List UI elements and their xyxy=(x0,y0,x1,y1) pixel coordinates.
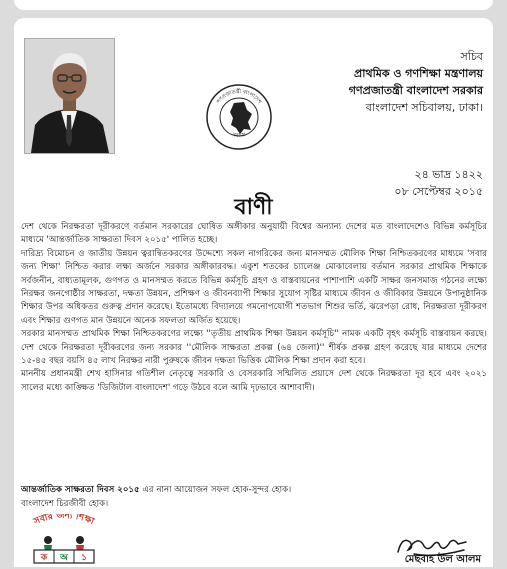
paragraph: দেশ থেকে নিরক্ষরতা দূরীকরণে বর্তমান সরকারের ঘোষিত অঙ্গীকার অনুযায়ী বিশ্বের অন্যান্য দেশের মত বাংলাদেশেও বিভিন্ন কর্মসূচির মাধ্যমে 'আন্তর্জাতিক সাক্ষরতা দিবস ২০১৫' পালিত হচ্ছে। xyxy=(21,222,487,246)
gregorian-date: ০৮ সেপ্টেম্বর ২০১৫ xyxy=(394,185,483,198)
previous-card-edge xyxy=(14,0,493,10)
education-for-all-logo xyxy=(18,514,110,564)
paragraph: সরকার মানসম্মত প্রাথমিক শিক্ষা নিশ্চিতকরণের লক্ষ্যে ''তৃতীয় প্রাথমিক শিক্ষা উন্নয়ন কর্মসূচি'' নামক একটি বৃহৎ কর্মসূচি বাস্তবায়ন করছে। দেশ থেকে নিরক্ষরতা দূরীকরণের জন্য সরকার ''মৌলিক সাক্ষরতা প্রকল্প (৬৪ জেলা)'' শীর্ষক প্রকল্প গ্রহণ করেছে যার মাধ্যমে দেশের ১৫-৪৫ বছর বয়সি ৪৫ লাখ নিরক্ষর নারী পুরুষকে জীবন দক্ষতা ভিত্তিক মৌলিক শিক্ষা প্রদান করা হবে। xyxy=(21,329,487,367)
seal-text-top: গণপ্রজাতন্ত্রী বাংলাদেশ xyxy=(215,88,263,105)
government-seal xyxy=(206,84,272,150)
portrait-photo xyxy=(24,38,115,154)
message-body xyxy=(21,221,487,395)
office-block xyxy=(349,48,483,116)
svg-text:সবার জন্য শিক্ষা xyxy=(32,514,96,528)
seal-text-bottom: সরকার xyxy=(231,132,247,140)
closing-wish-bold: আন্তর্জাতিক সাক্ষরতা দিবস ২০১৫ xyxy=(21,485,140,495)
government-name: গণপ্রজাতন্ত্রী বাংলাদেশ সরকার xyxy=(348,84,483,97)
bangla-date: ২৪ ভাদ্র ১৪২২ xyxy=(414,168,483,181)
logo-letter: ক xyxy=(40,553,48,563)
secretariat-address: বাংলাদেশ সচিবালয়, ঢাকা। xyxy=(365,101,483,114)
closing-slogan: বাংলাদেশ চিরজীবী হোক। xyxy=(21,499,109,509)
message-heading: বাণী xyxy=(234,195,273,220)
closing-block xyxy=(21,483,487,511)
designation: সচিব xyxy=(460,50,483,63)
svg-text:সরকার xyxy=(230,132,246,139)
paragraph: দারিদ্র্য বিমোচন ও জাতীয় উন্নয়ন ত্বরান্বিতকরণের উদ্দেশ্যে সকল নাগরিকের জন্য মানসম্মত মৌলিক শিক্ষা নিশ্চিতকরণের মাধ্যমে 'সবার জন্য শিক্ষা' নিশ্চিত করার লক্ষ্য অর্জনে সরকার অঙ্গীকারবদ্ধ। একুশ শতকের চ্যালেঞ্জ মোকাবেলায় বর্তমান সরকার প্রাথমিক শিক্ষাকে সর্বজনীন, বাধ্যতামূলক, গুণগত ও মানসম্মত করতে বিভিন্ন কর্মসূচি গ্রহণ ও বাস্তবায়নের পাশাপাশি একটি সাক্ষর জনসমাজ গঠনের লক্ষ্যে নিরক্ষর জনগোষ্ঠীর সাক্ষরতা, দক্ষতা উন্নয়ন, প্রশিক্ষণ ও জীবনব্যাপী শিক্ষার সুযোগ সৃষ্টির মাধ্যমে জীবন ও জীবিকার উন্নয়নে উপানুষ্ঠানিক শিক্ষার উপর অধিকতর গুরুত্ব প্রদান করেছে। ইতোমধ্যে বিদ্যালয়ে গমনোপযোগী শতভাগ শিশুর ভর্তি, ঝরেপড়া রোধ, নিরক্ষরতা দূরীকরণ এবং শিক্ষার গুণগত মান উন্নয়নে অনেক সফলতা অর্জিত হয়েছে। xyxy=(21,248,487,326)
ministry-name: প্রাথমিক ও গণশিক্ষা মন্ত্রণালয় xyxy=(354,67,483,80)
message-card xyxy=(14,18,493,567)
closing-wish-rest: এর নানা আয়োজন সফল হোক-সুন্দর হোক। xyxy=(139,485,292,495)
logo-letter: অ xyxy=(60,553,68,563)
logo-arc-text: সবার জন্য শিক্ষা xyxy=(32,514,96,528)
signer-name: মেছবাহ উল আলম xyxy=(404,554,481,565)
paragraph: মাননীয় প্রধানমন্ত্রী শেখ হাসিনার গতিশীল নেতৃত্বে সরকারি ও বেসরকারি সম্মিলিত প্রয়াসে দেশ থেকে নিরক্ষরতা দূর হবে এবং ২০২১ সালের মধ্যে কাঙ্ক্ষিত 'ডিজিটাল বাংলাদেশ' গড়ে উঠবে বলে আমি দৃঢ়ভাবে আশাবাদী। xyxy=(21,369,487,393)
closing-wish xyxy=(21,483,487,497)
logo-letter: ১ xyxy=(81,553,87,563)
